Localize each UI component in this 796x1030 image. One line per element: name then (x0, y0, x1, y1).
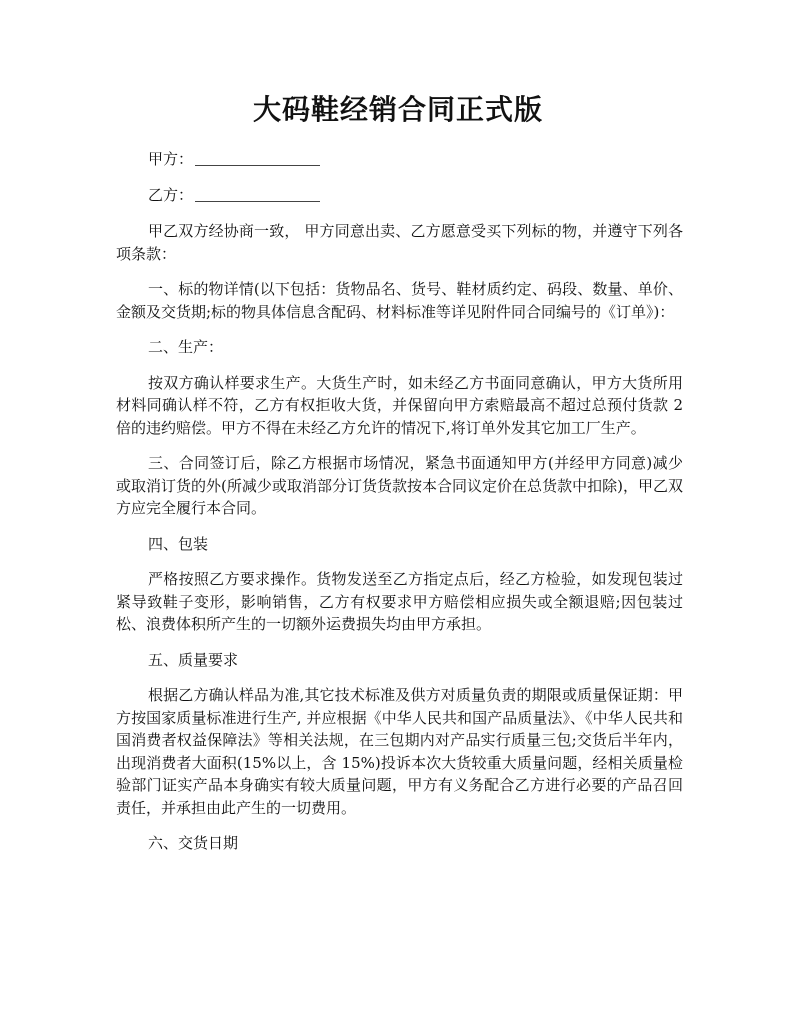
party-a-blank (195, 151, 320, 166)
clause-5-body: 根据乙方确认样品为准,其它技术标准及供方对质量负责的期限或质量保证期：甲方按国家质量标准进行生产, 并应根据《中华人民共和国产品质量法》、《中华人民共和国消费者权益保障法》等相关法规，在三包期内对产品实行质量三包;交货后半年内，出现消费者大面积(15%以上，含 15%)投诉本次大货较重大质量问题，经相关质量检验部门证实产品本身确实有较大质量问题，甲方有义务配合乙方进行必要的产品召回责任，并承担由此产生的一切费用。 (116, 686, 683, 817)
party-b-line (116, 184, 683, 206)
intro-paragraph: 甲乙双方经协商一致， 甲方同意出卖、乙方愿意受买下列标的物，并遵守下列各项条款： (116, 222, 683, 263)
clause-4-heading: 四、包装 (148, 534, 209, 553)
document-body (116, 148, 683, 868)
document-title: 大码鞋经销合同正式版 (252, 93, 543, 126)
clause-1-subject-matter: 一、标的物详情(以下包括：货物品名、货号、鞋材质约定、码段、数量、单价、金额及交货期;标的物具体信息含配码、材料标准等详见附件同合同编号的《订单》)： (116, 280, 683, 321)
party-b-blank (195, 187, 320, 202)
party-a-label: 甲方： (148, 150, 194, 168)
clause-2-heading: 二、生产： (148, 338, 224, 356)
clause-5-heading: 五、质量要求 (148, 650, 239, 669)
clause-3-body: 三、合同签订后，除乙方根据市场情况，紧急书面通知甲方(并经甲方同意)减少或取消订货的外(所减少或取消部分订货货款按本合同议定价在总货款中扣除)，甲乙双方应完全履行本合同。 (116, 454, 683, 517)
clause-6-heading: 六、交货日期 (148, 834, 239, 852)
party-a-line (116, 148, 683, 170)
clause-2-body: 按双方确认样要求生产。大货生产时，如未经乙方书面同意确认，甲方大货所用材料同确认样不符，乙方有权拒收大货，并保留向甲方索赔最高不超过总预付货款 2 倍的违约赔偿。甲方不得在未经乙方允许的情况下,将订单外发其它加工厂生产。 (116, 373, 683, 437)
party-b-label: 乙方： (148, 186, 194, 204)
clause-4-body: 严格按照乙方要求操作。货物发送至乙方指定点后，经乙方检验，如发现包装过紧导致鞋子变形，影响销售，乙方有权要求甲方赔偿相应损失或全额退赔;因包装过松、浪费体积所产生的一切额外运费损失均由甲方承担。 (116, 570, 683, 633)
